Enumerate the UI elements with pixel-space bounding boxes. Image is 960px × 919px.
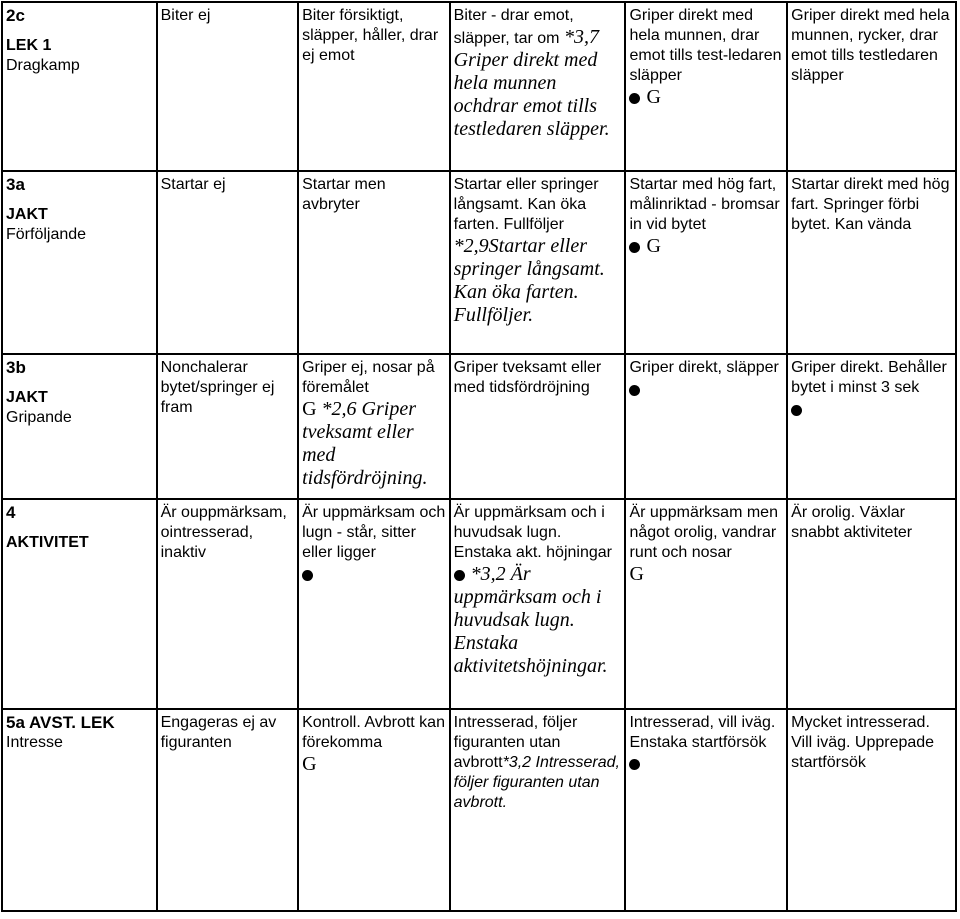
cell-text: Griper direkt med hela munnen, drar emot tills test-ledaren släpper: [629, 7, 782, 84]
cell-annotation: *2,6 Griper tveksamt eller med tidsfördröjning.: [302, 397, 428, 489]
bullet-dot-icon: [629, 759, 640, 770]
score-1-cell: [157, 171, 298, 353]
cell-text: Griper direkt. Behåller bytet i minst 3 sek: [791, 358, 947, 396]
cell-text: Startar ej: [160, 176, 226, 194]
cell-text: Intresserad, följer figuranten utan avbrott: [453, 713, 578, 771]
score-2-cell: [298, 354, 450, 499]
grade-mark: G: [646, 86, 661, 108]
score-4-cell: [625, 709, 787, 911]
score-4-cell: [625, 171, 787, 353]
score-4-cell: [625, 499, 787, 708]
bullet-dot-icon: [791, 405, 802, 416]
bullet-dot-icon: [454, 570, 465, 581]
score-2-cell: [298, 171, 450, 353]
score-2-cell: [298, 709, 450, 911]
score-5-cell: [787, 354, 956, 499]
grade-mark: G: [629, 563, 644, 586]
score-2-cell: [298, 499, 450, 708]
cell-annotation: *2,9Startar eller springer långsamt. Kan öka farten. Fullföljer.: [453, 235, 605, 327]
cell-text: Griper tveksamt eller med tidsfördröjning: [453, 358, 602, 396]
bullet-dot-icon: [629, 93, 640, 104]
grade-mark: G: [302, 752, 317, 775]
row-header-cell: [2, 2, 157, 171]
row-category: AKTIVITET: [6, 534, 89, 552]
score-3-cell: [450, 2, 626, 171]
bullet-dot-icon: [629, 242, 640, 253]
score-1-cell: [157, 709, 298, 911]
row-code: 4: [6, 503, 16, 523]
row-header-cell: [2, 709, 157, 911]
cell-text: Biter försiktigt, släpper, håller, drar ej emot: [302, 7, 439, 64]
row-code: 3a: [6, 175, 25, 195]
score-4-cell: [625, 354, 787, 499]
table-row: [2, 171, 956, 353]
grade-mark: G: [302, 397, 317, 420]
bullet-dot-icon: [629, 385, 640, 396]
score-2-cell: [298, 2, 450, 171]
row-subtitle: Gripande: [6, 408, 72, 426]
cell-annotation: *3,2 Intresserad, följer figuranten utan avbrott.: [453, 753, 620, 811]
table-row: [2, 709, 956, 911]
cell-annotation: *3,7 Griper direkt med hela munnen ochdrar emot tills testledaren släpper.: [453, 26, 610, 140]
table-row: [2, 499, 956, 708]
row-header-cell: [2, 354, 157, 499]
cell-text: Biter ej: [160, 7, 211, 24]
cell-text: Är ouppmärksam, ointresserad, inaktiv: [160, 504, 287, 562]
score-3-cell: [450, 171, 626, 353]
score-1-cell: [157, 499, 298, 708]
cell-text: Är orolig. Växlar snabbt aktiviteter: [791, 504, 913, 542]
row-code: 3b: [6, 357, 26, 377]
table-row: [2, 354, 956, 499]
row-header-cell: [2, 499, 157, 708]
row-category: JAKT: [6, 388, 48, 406]
score-5-cell: [787, 709, 956, 911]
row-subtitle: Dragkamp: [6, 57, 80, 74]
bullet-dot-icon: [302, 570, 313, 581]
cell-text: Griper direkt, släpper: [629, 358, 779, 376]
score-4-cell: [625, 2, 787, 171]
cell-text: Är uppmärksam men något orolig, vandrar runt och nosar: [629, 504, 778, 562]
cell-text: Engageras ej av figuranten: [160, 713, 277, 751]
score-5-cell: [787, 2, 956, 171]
cell-text: Mycket intresserad. Vill iväg. Upprepade startförsök: [791, 713, 935, 771]
score-5-cell: [787, 171, 956, 353]
row-category: JAKT: [6, 206, 48, 224]
row-category: LEK 1: [6, 37, 52, 54]
grade-mark: G: [646, 235, 661, 258]
cell-text: Startar eller springer långsamt. Kan öka farten. Fullföljer: [453, 176, 599, 234]
cell-text: Startar med hög fart, målinriktad - bromsar in vid bytet: [629, 176, 780, 234]
score-3-cell: [450, 499, 626, 708]
cell-text: Nonchalerar bytet/springer ej fram: [160, 358, 275, 416]
score-1-cell: [157, 2, 298, 171]
cell-text: Kontroll. Avbrott kan förekomma: [302, 713, 445, 751]
cell-text: Startar direkt med hög fart. Springer förbi bytet. Kan vända: [791, 176, 950, 234]
cell-annotation: *3,2 Är uppmärksam och i huvudsak lugn. Enstaka aktivitetshöjningar.: [453, 563, 608, 678]
cell-text: Startar men avbryter: [302, 176, 386, 214]
row-code: 5a AVST. LEK: [6, 712, 115, 732]
cell-text: Är uppmärksam och i huvudsak lugn. Enstaka akt. höjningar: [453, 504, 612, 562]
cell-text: Griper direkt med hela munnen, rycker, drar emot tills testledaren släpper: [791, 7, 950, 84]
score-3-cell: [450, 354, 626, 499]
cell-text: Intresserad, vill iväg. Enstaka startförsök: [629, 713, 776, 751]
score-1-cell: [157, 354, 298, 499]
row-code: 2c: [6, 6, 25, 25]
cell-text: Griper ej, nosar på föremålet: [302, 358, 435, 396]
cell-text: Är uppmärksam och lugn - står, sitter eller ligger: [302, 504, 446, 562]
score-5-cell: [787, 499, 956, 708]
cell-text: Biter - drar emot, släpper, tar om: [453, 7, 574, 47]
table-row: [2, 2, 956, 171]
score-3-cell: [450, 709, 626, 911]
behavior-rating-table: [1, 1, 957, 912]
row-subtitle: Förföljande: [6, 226, 87, 244]
row-header-cell: [2, 171, 157, 353]
row-subtitle: Intresse: [6, 733, 63, 751]
